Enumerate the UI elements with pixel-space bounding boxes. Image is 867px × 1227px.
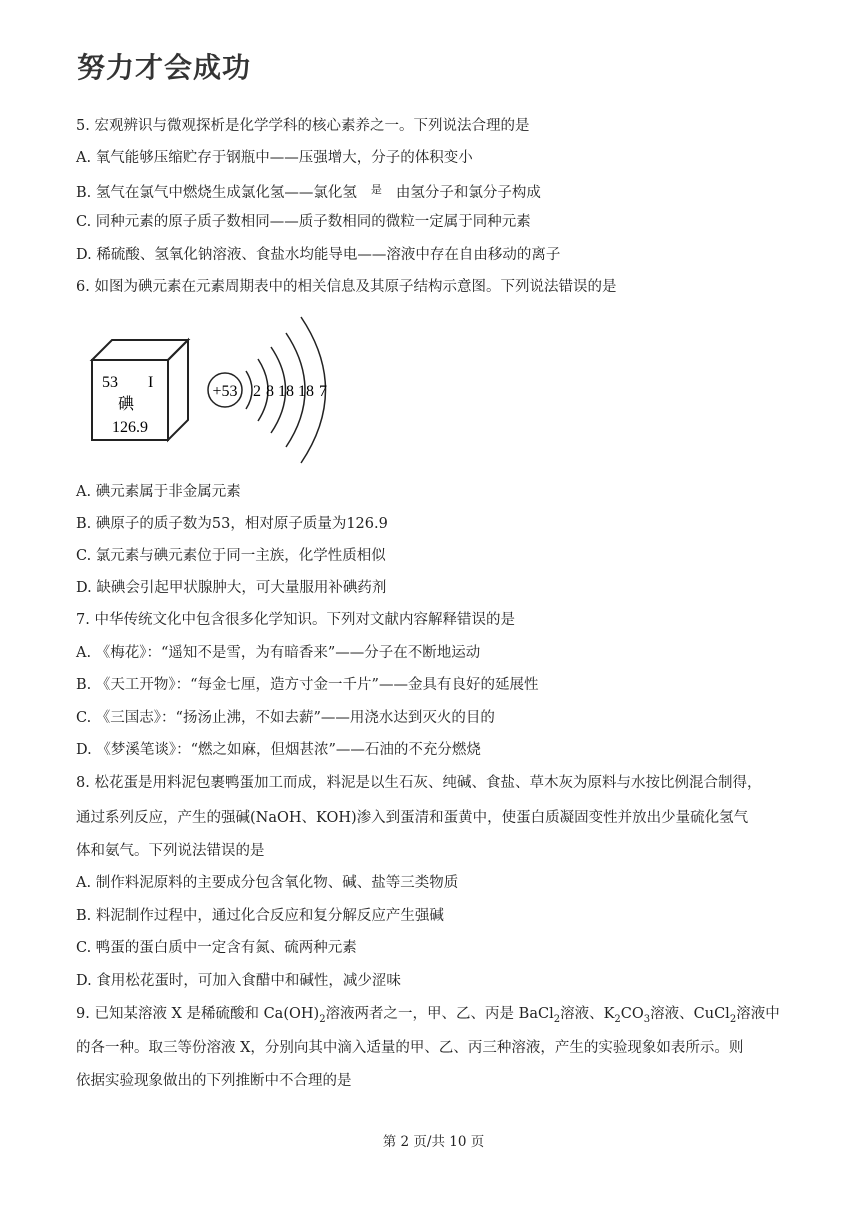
q9-stem-text-3: 溶液、K <box>560 1006 615 1022</box>
q9-stem-text-6: 溶液中 <box>736 1006 780 1022</box>
q5-stem: 5. 宏观辨识与微观探析是化学学科的核心素养之一。下列说法合理的是 <box>76 118 530 134</box>
atomic-mass: 126.9 <box>112 419 148 436</box>
q5-option-c: C. 同种元素的原子质子数相同——质子数相同的微粒一定属于同种元素 <box>76 214 531 230</box>
q9-stem-text-1: 9. 已知某溶液 X 是稀硫酸和 Ca(OH) <box>76 1006 320 1022</box>
q9-sub-4: 3 <box>643 1013 651 1025</box>
q7-option-d: D. 《梦溪笔谈》：“燃之如麻，但烟甚浓”——石油的不充分燃烧 <box>76 742 481 758</box>
q7-option-a: A. 《梅花》：“遥知不是雪，为有暗香来”——分子在不断地运动 <box>76 645 481 661</box>
q5-option-b-mid: 是 <box>370 183 382 196</box>
q6-option-a: A. 碘元素属于非金属元素 <box>76 484 241 500</box>
q9-sub-1: 2 <box>319 1013 326 1025</box>
iodine-figure <box>88 305 348 470</box>
q5-option-b-part2: 由氢分子和氯分子构成 <box>395 185 541 201</box>
q5-option-d: D. 稀硫酸、氢氧化钠溶液、食盐水均能导电——溶液中存在自由移动的离子 <box>76 247 561 263</box>
q8-stem-line2: 通过系列反应，产生的强碱(NaOH、KOH)渗入到蛋清和蛋黄中，使蛋白质凝固变性并放出少量硫化氢气 <box>76 810 749 826</box>
q7-option-c: C. 《三国志》：“扬汤止沸，不如去薪”——用浇水达到灭火的目的 <box>76 710 495 726</box>
nucleus-charge: +53 <box>212 383 238 400</box>
q5-option-b <box>76 180 541 203</box>
shell-count-2: 8 <box>266 383 274 400</box>
q9-sub-3: 2 <box>614 1013 621 1025</box>
atomic-number: 53 <box>102 374 118 391</box>
q8-option-b: B. 料泥制作过程中，通过化合反应和复分解反应产生强碱 <box>76 908 444 924</box>
q6-stem: 6. 如图为碘元素在元素周期表中的相关信息及其原子结构示意图。下列说法错误的是 <box>76 279 617 295</box>
q9-stem-text-4: CO <box>620 1006 644 1022</box>
q6-option-c: C. 氯元素与碘元素位于同一主族，化学性质相似 <box>76 548 386 564</box>
q7-option-b: B. 《天工开物》：“每金七厘，造方寸金一千片”——金具有良好的延展性 <box>76 677 539 693</box>
q5-option-b-part1: B. 氢气在氯气中燃烧生成氯化氢——氯化氢 <box>76 185 357 201</box>
q8-option-d: D. 食用松花蛋时，可加入食醋中和碱性，减少涩味 <box>76 973 401 989</box>
q9-stem-line3: 依据实验现象做出的下列推断中不合理的是 <box>76 1073 352 1089</box>
page-footer: 第 2 页/共 10 页 <box>382 1134 485 1150</box>
q9-sub-2: 2 <box>553 1013 561 1025</box>
q8-stem-line1: 8. 松花蛋是用料泥包裹鸭蛋加工而成，料泥是以生石灰、纯碱、食盐、草木灰为原料与水按比例混合制得， <box>76 775 762 791</box>
page-header-title: 努力才会成功 <box>77 51 252 84</box>
shell-count-4: 18 <box>298 383 314 400</box>
q8-option-a: A. 制作料泥原料的主要成分包含氧化物、碱、盐等三类物质 <box>76 875 459 891</box>
q5-option-a: A. 氧气能够压缩贮存于钢瓶中——压强增大，分子的体积变小 <box>76 150 473 166</box>
q9-stem-line2: 的各一种。取三等份溶液 X，分别向其中滴入适量的甲、乙、丙三种溶液，产生的实验现象如表所示。则 <box>76 1040 744 1056</box>
q6-option-b: B. 碘原子的质子数为53，相对原子质量为126.9 <box>76 516 388 532</box>
q6-option-d: D. 缺碘会引起甲状腺肿大，可大量服用补碘药剂 <box>76 580 387 596</box>
q8-stem-line3: 体和氨气。下列说法错误的是 <box>76 843 265 859</box>
q9-sub-5: 2 <box>729 1013 737 1025</box>
shell-arc-1 <box>246 371 252 409</box>
element-name: 碘 <box>118 394 135 413</box>
shell-count-3: 18 <box>278 383 294 400</box>
q9-stem-text-2: 溶液两者之一，甲、乙、丙是 BaCl <box>325 1006 554 1022</box>
element-symbol: I <box>148 374 154 391</box>
shell-count-5: 7 <box>319 383 327 400</box>
shell-count-1: 2 <box>253 383 261 400</box>
q7-stem: 7. 中华传统文化中包含很多化学知识。下列对文献内容解释错误的是 <box>76 612 515 628</box>
q8-option-c: C. 鸭蛋的蛋白质中一定含有氮、硫两种元素 <box>76 940 357 956</box>
q9-stem-line1 <box>76 1004 780 1030</box>
q9-stem-text-5: 溶液、CuCl <box>650 1006 730 1022</box>
